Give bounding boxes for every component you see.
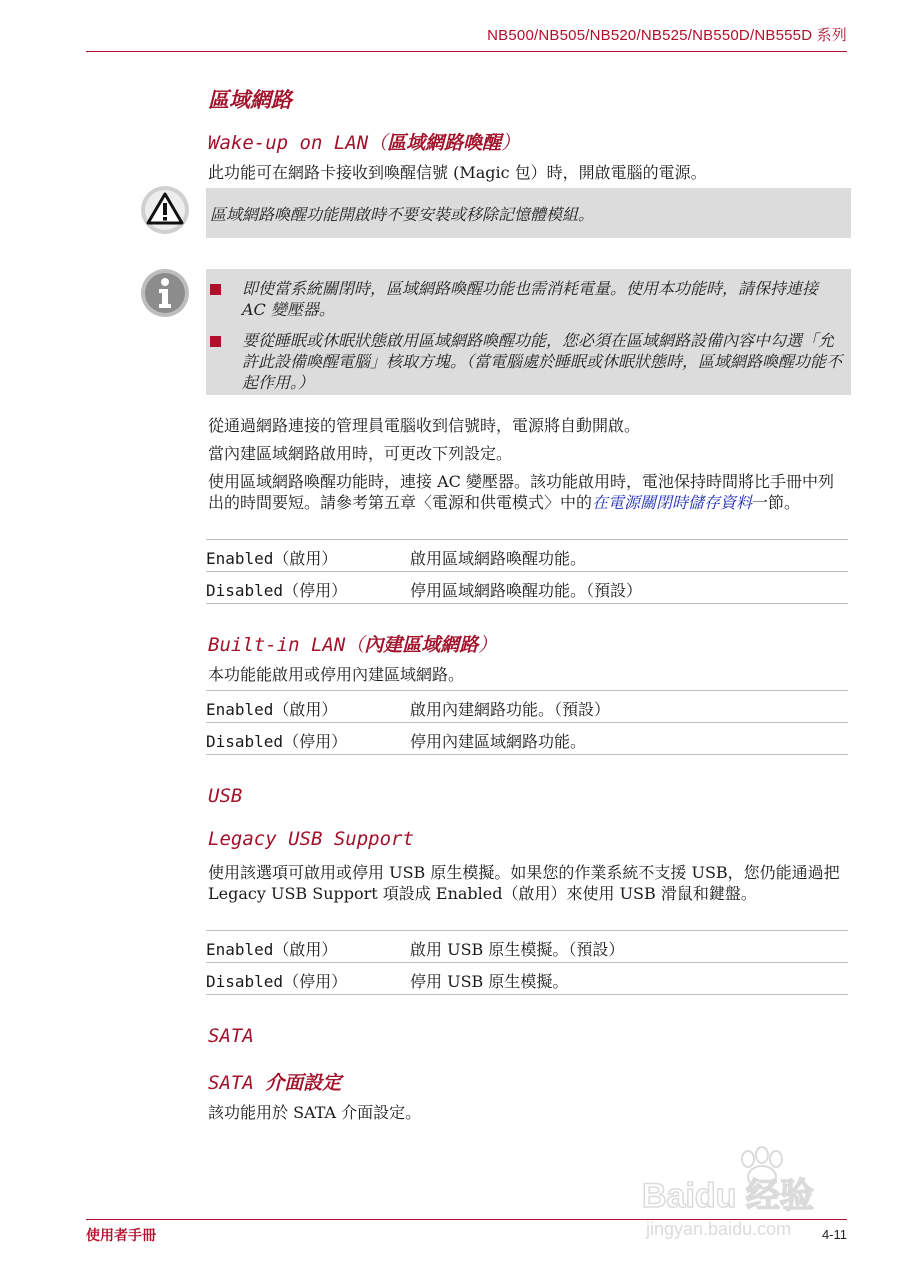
paw-logo-icon — [640, 1145, 850, 1245]
option-name: Enabled（啟用） — [206, 940, 338, 959]
sata-description: 該功能用於 SATA 介面設定。 — [208, 1103, 422, 1122]
usb-section-title: USB — [208, 785, 243, 807]
baidu-watermark — [640, 1145, 850, 1245]
table-row — [206, 722, 848, 755]
wol-settings-table — [206, 539, 848, 604]
info-note-item-text: 要從睡眠或休眠狀態啟用區域網路喚醒功能，您必須在區域網路設備內容中勾選「允許此設備喚醒電腦」核取方塊。（當電腦處於睡眠或休眠狀態時，區域網路喚醒功能不起作用。） — [242, 331, 843, 392]
table-row — [206, 690, 848, 722]
paragraph-builtin-lan-enabled: 當內建區域網路啟用時，可更改下列設定。 — [208, 444, 513, 463]
wol-heading-zh: 區域網路喚醒 — [387, 132, 502, 154]
running-header-title: NB500/NB505/NB520/NB525/NB550D/NB555D 系列 — [487, 27, 847, 44]
table-row — [206, 930, 848, 962]
sata-heading — [208, 1068, 341, 1095]
table-row — [206, 962, 848, 995]
option-description: 啟用 USB 原生模擬。（預設） — [410, 940, 625, 959]
wol-heading — [208, 128, 520, 155]
builtin-heading-en: Built-in LAN（ — [208, 634, 365, 656]
builtin-lan-heading — [208, 630, 497, 657]
option-description: 啟用區域網路喚醒功能。 — [410, 549, 587, 568]
builtin-heading-close: ） — [478, 634, 498, 656]
footer-divider — [86, 1219, 847, 1220]
option-name: Disabled（停用） — [206, 732, 348, 751]
paragraph-ac-adapter — [208, 471, 838, 513]
sata-heading-en: SATA — [208, 1072, 266, 1094]
info-icon — [140, 268, 190, 318]
info-note-item — [210, 278, 842, 320]
option-description: 啟用內建網路功能。（預設） — [410, 700, 611, 719]
paragraph-auto-power-on: 從通過網路連接的管理員電腦收到信號時，電源將自動開啟。 — [208, 416, 641, 435]
builtin-heading-zh: 內建區域網路 — [364, 634, 479, 656]
wol-heading-close: ） — [501, 132, 521, 154]
info-note-item — [210, 330, 842, 393]
paragraph-ac-adapter-text: 使用區域網路喚醒功能時，連接 AC 變壓器。該功能啟用時，電池保持時間將比手冊中列出的時間要短。請參考第五章〈電源和供電模式〉中的 — [208, 472, 834, 512]
option-name: Enabled（啟用） — [206, 549, 338, 568]
warning-note-text: 區域網路喚醒功能開啟時不要安裝或移除記憶體模組。 — [210, 205, 595, 224]
page-number: 4-11 — [821, 1227, 847, 1242]
table-row — [206, 539, 848, 571]
wol-description: 此功能可在網路卡接收到喚醒信號 (Magic 包）時，開啟電腦的電源。 — [208, 163, 707, 182]
watermark-brand: Baidu 经验 — [642, 1177, 814, 1215]
sata-section-title: SATA — [208, 1025, 254, 1047]
usb-settings-table — [206, 930, 848, 995]
bullet-square-icon — [210, 284, 221, 295]
option-name: Disabled（停用） — [206, 581, 348, 600]
wol-heading-en: Wake-up on LAN（ — [208, 132, 388, 154]
table-row — [206, 571, 848, 604]
bullet-square-icon — [210, 336, 221, 347]
sata-heading-zh: 介面設定 — [265, 1072, 342, 1094]
option-name: Disabled（停用） — [206, 972, 348, 991]
option-name: Enabled（啟用） — [206, 700, 338, 719]
option-description: 停用區域網路喚醒功能。（預設） — [410, 581, 643, 600]
paragraph-ac-adapter-end: 一節。 — [752, 493, 801, 512]
info-note-item-text: 即使當系統關閉時，區域網路喚醒功能也需消耗電量。使用本功能時，請保持連接 AC 變壓器。 — [242, 279, 819, 319]
watermark-url: jingyan.baidu.com — [646, 1219, 792, 1239]
warning-note — [206, 188, 851, 238]
option-description: 停用 USB 原生模擬。 — [410, 972, 569, 991]
section-title: 區域網路 — [208, 87, 292, 112]
info-note — [206, 269, 851, 395]
header-divider — [86, 51, 847, 52]
builtin-lan-description: 本功能能啟用或停用內建區域網路。 — [208, 665, 465, 684]
legacy-usb-description: 使用該選項可啟用或停用 USB 原生模擬。如果您的作業系統不支援 USB，您仍能通過把 Legacy USB Support 項設成 Enabled（啟用）來使用 USB 滑鼠和鍵盤。 — [208, 863, 840, 903]
cross-reference-link[interactable]: 在電源關閉時儲存資料 — [592, 493, 753, 512]
option-description: 停用內建區域網路功能。 — [410, 732, 587, 751]
warning-icon — [140, 185, 190, 235]
footer-manual-title: 使用者手冊 — [86, 1227, 156, 1243]
legacy-usb-heading: Legacy USB Support — [208, 828, 414, 850]
builtin-lan-table — [206, 690, 848, 755]
